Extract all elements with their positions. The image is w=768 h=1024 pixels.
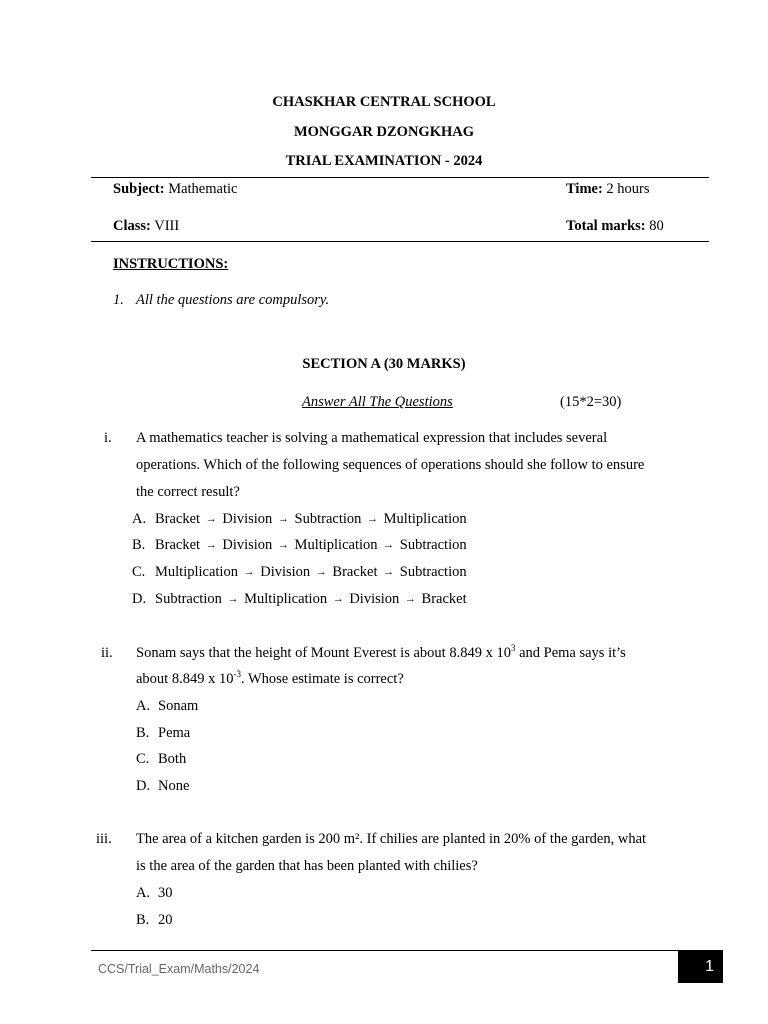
marks-label: Total marks: [566,218,646,234]
option-text: 30 [158,885,173,901]
option-label: B. [132,537,146,553]
question-text-line [136,671,404,688]
arrow-icon: → [383,539,395,551]
arrow-icon: → [277,539,289,551]
question-number: i. [104,430,112,446]
question-number: iii. [96,831,112,847]
question-text-line: A mathematics teacher is solving a mathematical expression that includes several [136,430,608,446]
section-title: SECTION A (30 MARKS) [302,356,466,372]
class-label: Class: [113,218,151,234]
class-value: VIII [154,218,180,234]
district-name: MONGGAR DZONGKHAG [293,124,475,140]
operation-step: Subtraction [399,564,467,580]
option-label: D. [132,591,147,607]
header-rule-bottom [91,241,709,242]
operation-step: Division [260,564,311,580]
arrow-icon: → [205,539,217,551]
operation-step: Bracket [421,591,467,607]
option-text [155,537,467,554]
question-text-line: the correct result? [136,484,240,500]
page-number: 1 [678,950,723,983]
option-text [155,591,467,608]
question-text-line: is the area of the garden that has been planted with chilies? [136,858,478,874]
option-label: A. [136,698,151,714]
operation-step: Bracket [155,511,201,527]
arrow-icon: → [243,566,255,578]
option-label: C. [136,751,150,767]
option-text: Sonam [158,698,199,714]
option-text: None [158,778,190,794]
subject-line [113,181,237,198]
option-text: Pema [158,725,191,741]
operation-step: Division [349,591,400,607]
question-text-part: Sonam says that the height of Mount Everest is about 8.849 x 10 [136,645,511,661]
question-text-part: and Pema says it’s [515,645,626,661]
exam-title: TRIAL EXAMINATION - 2024 [285,153,483,169]
marks-line [566,218,664,235]
marks-value: 80 [649,218,664,234]
subject-value: Mathematic [168,181,238,197]
question-text-line: The area of a kitchen garden is 200 m². If chilies are planted in 20% of the garden, what [136,831,647,847]
question-number: ii. [101,645,113,661]
instruction-number: 1. [113,292,124,308]
class-line [113,218,179,235]
time-value: 2 hours [606,181,650,197]
arrow-icon: → [383,566,395,578]
arrow-icon: → [404,593,416,605]
question-text-line [136,645,626,662]
arrow-icon: → [367,513,379,525]
operation-step: Bracket [155,537,201,553]
question-text-part: about 8.849 x 10 [136,671,234,687]
operation-step: Subtraction [294,511,362,527]
instructions-heading: INSTRUCTIONS: [113,256,229,272]
option-label: B. [136,912,150,928]
arrow-icon: → [332,593,344,605]
option-label: D. [136,778,151,794]
operation-step: Subtraction [155,591,222,607]
operation-step: Division [222,537,273,553]
footer-rule [91,950,678,951]
option-text [155,511,467,528]
operation-step: Subtraction [399,537,467,553]
exponent: -3 [233,669,241,679]
option-text: Both [158,751,187,767]
operation-step: Division [222,511,273,527]
section-marks: (15*2=30) [560,394,622,410]
operation-step: Multiplication [383,511,467,527]
question-text-part: . Whose estimate is correct? [240,671,404,687]
option-label: B. [136,725,150,741]
option-label: A. [136,885,151,901]
option-label: A. [132,511,147,527]
question-text-line: operations. Which of the following sequences of operations should she follow to ensure [136,457,645,473]
subject-label: Subject: [113,181,165,197]
exponent: 3 [510,643,516,653]
instruction-item [113,292,124,309]
header-rule-top [91,177,709,178]
arrow-icon: → [227,593,239,605]
section-subtitle: Answer All The Questions [302,394,453,410]
footer-code: CCS/Trial_Exam/Maths/2024 [98,962,260,976]
operation-step: Multiplication [155,564,238,580]
option-text: 20 [158,912,173,928]
arrow-icon: → [205,513,217,525]
option-label: C. [132,564,146,580]
operation-step: Bracket [332,564,378,580]
school-name: CHASKHAR CENTRAL SCHOOL [272,94,496,110]
instruction-text: All the questions are compulsory. [136,292,330,308]
option-text [155,564,467,581]
time-line [566,181,650,198]
operation-step: Multiplication [244,591,328,607]
time-label: Time: [566,181,603,197]
arrow-icon: → [315,566,327,578]
operation-step: Multiplication [294,537,378,553]
arrow-icon: → [277,513,289,525]
